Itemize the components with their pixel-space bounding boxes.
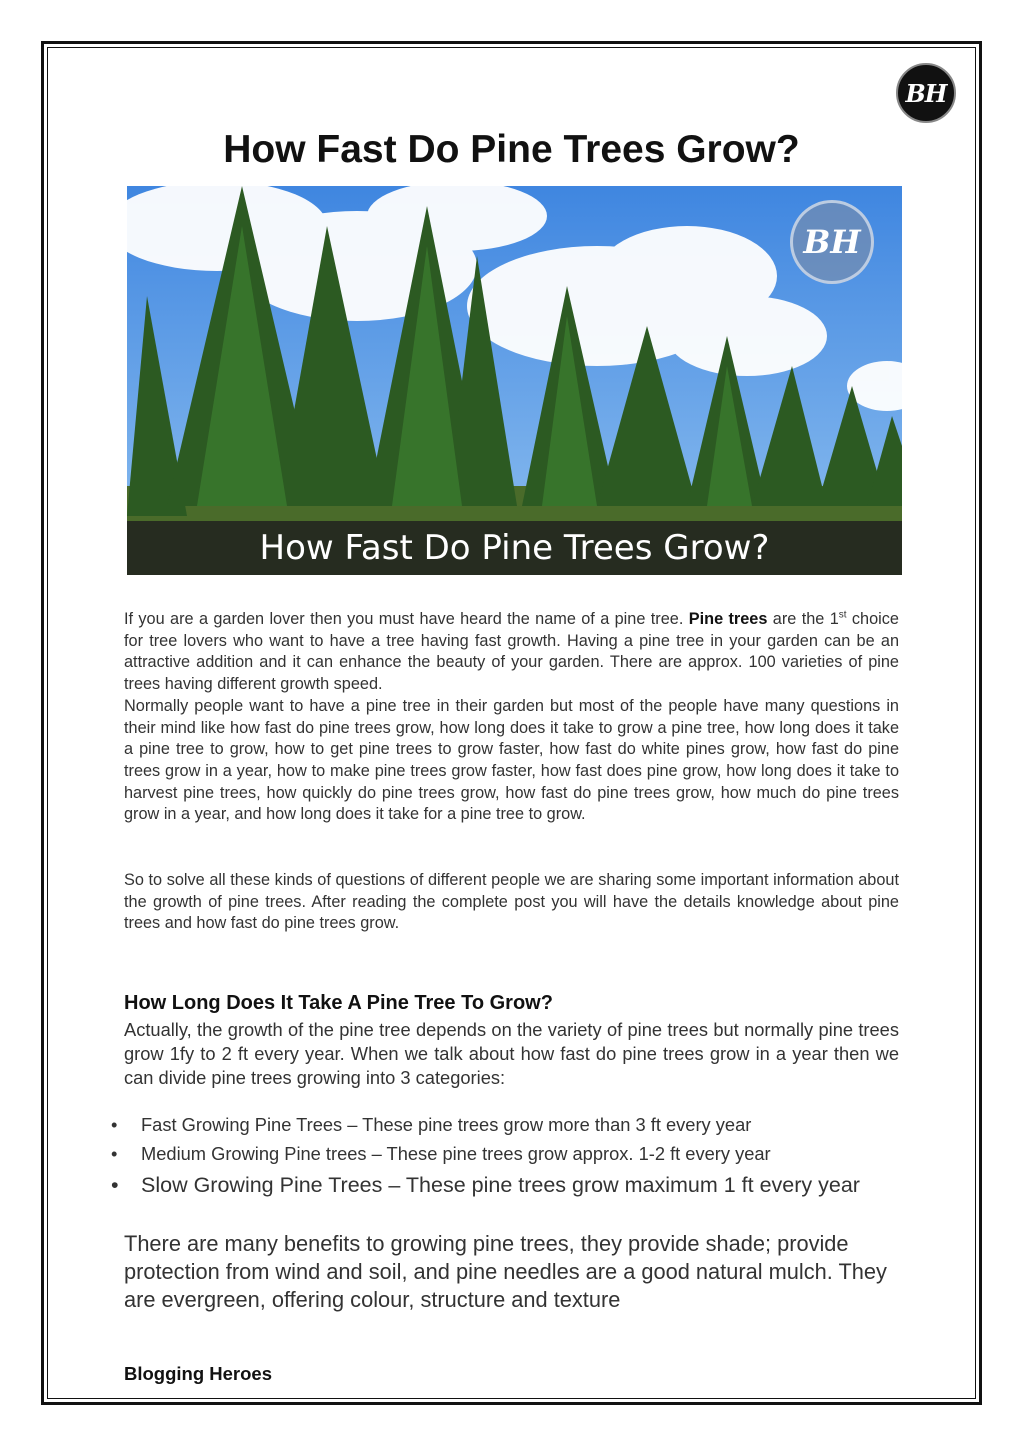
list-item-text: Fast Growing Pine Trees – These pine trees grow more than 3 ft every year: [141, 1114, 752, 1135]
footer-brand: Blogging Heroes: [124, 1363, 273, 1384]
intro-text-b: are the 1: [767, 610, 839, 628]
list-item-text: Medium Growing Pine trees – These pine trees grow approx. 1-2 ft every year: [141, 1143, 771, 1164]
section-body: Actually, the growth of the pine tree depends on the variety of pine trees but normally pine trees grow 1fy to 2 ft every year. When we talk about how fast do pine trees grow in a year then we can divide pine trees growing into 3 categories:: [124, 1019, 899, 1088]
hero-image: [127, 186, 902, 575]
intro-paragraph: [124, 609, 899, 826]
hero-caption: How Fast Do Pine Trees Grow?: [127, 521, 902, 575]
page-title: How Fast Do Pine Trees Grow?: [223, 128, 800, 171]
list-item: [104, 1139, 904, 1168]
pine-trees-link[interactable]: Pine trees: [688, 610, 768, 628]
logo-text: BH: [905, 78, 947, 108]
brand-logo: [896, 63, 956, 123]
summary-paragraph: So to solve all these kinds of questions of different people we are sharing some important information about the growth of pine trees. After reading the complete post you will have the details knowledge about pine trees and how fast do pine trees grow.: [124, 871, 899, 933]
bullet-icon: •: [111, 1114, 118, 1135]
superscript: st: [838, 609, 847, 621]
bullet-icon: •: [111, 1173, 119, 1197]
intro-text-a: If you are a garden lover then you must have heard the name of a pine tree.: [124, 610, 689, 628]
closing-paragraph: There are many benefits to growing pine trees, they provide shade; provide protection from wind and soil, and pine needles are a good natural mulch. They are evergreen, offering colour, structure and texture: [124, 1231, 887, 1312]
list-item: [104, 1110, 904, 1139]
list-item-text: Slow Growing Pine Trees – These pine trees grow maximum 1 ft every year: [141, 1173, 860, 1197]
list-item: [104, 1171, 904, 1199]
intro-text-c: choice for tree lovers who want to have a tree having fast growth. Having a pine tree in your garden can be an attractive addition and it can enhance the beauty of your garden. There are approx. 100 varieties of pine trees having different growth speed.: [124, 610, 899, 694]
hero-logo-badge: BH: [790, 200, 874, 284]
section-heading: How Long Does It Take A Pine Tree To Grow?: [124, 992, 553, 1014]
pine-trees-illustration: [127, 186, 902, 575]
growth-categories-list: [104, 1110, 904, 1199]
questions-paragraph: Normally people want to have a pine tree in their garden but most of the people have many questions in their mind like how fast do pine trees grow, how long does it take to grow a pine tree, how long does it take a pine tree to grow, how to get pine trees to grow faster, how fast do white pines grow, how fast do pine trees grow in a year, how to make pine trees grow faster, how fast does pine grow, how long does it take to harvest pine trees, how quickly do pine trees grow, how fast do pine trees grow, how much do pine trees grow in a year, and how long does it take for a pine tree to grow.: [124, 696, 899, 824]
bullet-icon: •: [111, 1143, 118, 1164]
